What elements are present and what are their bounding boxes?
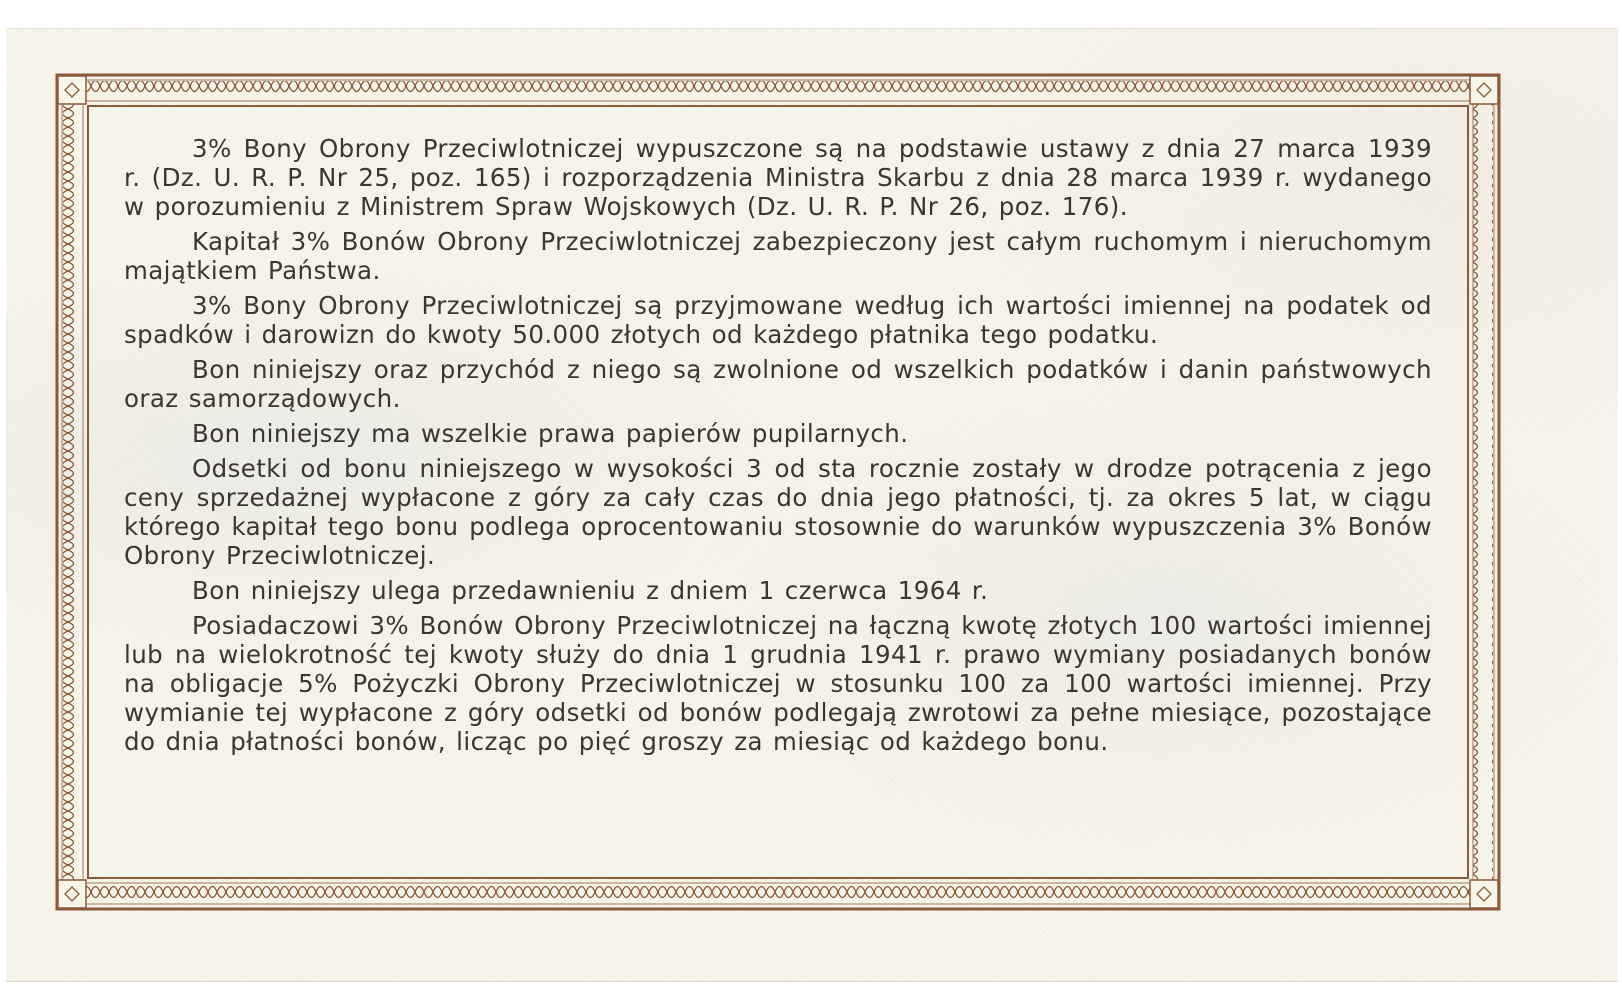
paragraph-prescription: Bon niniejszy ulega przedawnieniu z dniem 1 czerwca 1964 r. <box>192 576 989 605</box>
paragraph-interest: Odsetki od bonu niniejszego w wysokości 3 od sta rocznie zostały w drodze potrącenia z jego ceny sprzedażnej wypłacone z góry za cały czas do dnia jego płatności, tj. za okres 5 lat, w ciągu którego kapitał tego bonu podlega oprocentowaniu stosownie do warunków wypuszczenia 3% Bonów Obrony Przeciwlotniczej. <box>124 454 1432 570</box>
paragraph-tax-acceptance: 3% Bony Obrony Przeciwlotniczej są przyjmowane według ich wartości imiennej na podatek od spadków i darowizn do kwoty 50.000 złotych od każdego płatnika tego podatku. <box>124 291 1432 349</box>
paragraph-legal-basis: 3% Bony Obrony Przeciwlotniczej wypuszczone są na podstawie ustawy z dnia 27 marca 1939 r. (Dz. U. R. P. Nr 25, poz. 165) i rozporządzenia Ministra Skarbu z dnia 28 marca 1939 r. wydanego w porozumieniu z Ministrem Spraw Wojskowych (Dz. U. R. P. Nr 26, poz. 176). <box>124 134 1432 221</box>
paragraph-tax-exemption: Bon niniejszy oraz przychód z niego są zwolnione od wszelkich podatków i danin państwowych oraz samorządowych. <box>124 355 1432 413</box>
paragraph-exchange-right: Posiadaczowi 3% Bonów Obrony Przeciwlotniczej na łączną kwotę złotych 100 wartości imiennej lub na wielokrotność tej kwoty służy do dnia 1 grudnia 1941 r. prawo wymiany posiadanych bonów na obligacje 5% Pożyczki Obrony Przeciwlotniczej w stosunku 100 za 100 wartości imiennej. Przy wymianie tej wypłacone z góry odsetki od bonów podlegają zwrotowi za pełne miesiące, pozostające do dnia płatności bonów, licząc po pięć groszy za miesiąc od każdego bonu. <box>124 611 1432 756</box>
paragraph-capital-security: Kapitał 3% Bonów Obrony Przeciwlotniczej zabezpieczony jest całym ruchomym i nieruchomym majątkiem Państwa. <box>124 227 1432 285</box>
bond-terms-text <box>124 134 1432 762</box>
paragraph-pupillary-rights: Bon niniejszy ma wszelkie prawa papierów pupilarnych. <box>192 419 909 448</box>
